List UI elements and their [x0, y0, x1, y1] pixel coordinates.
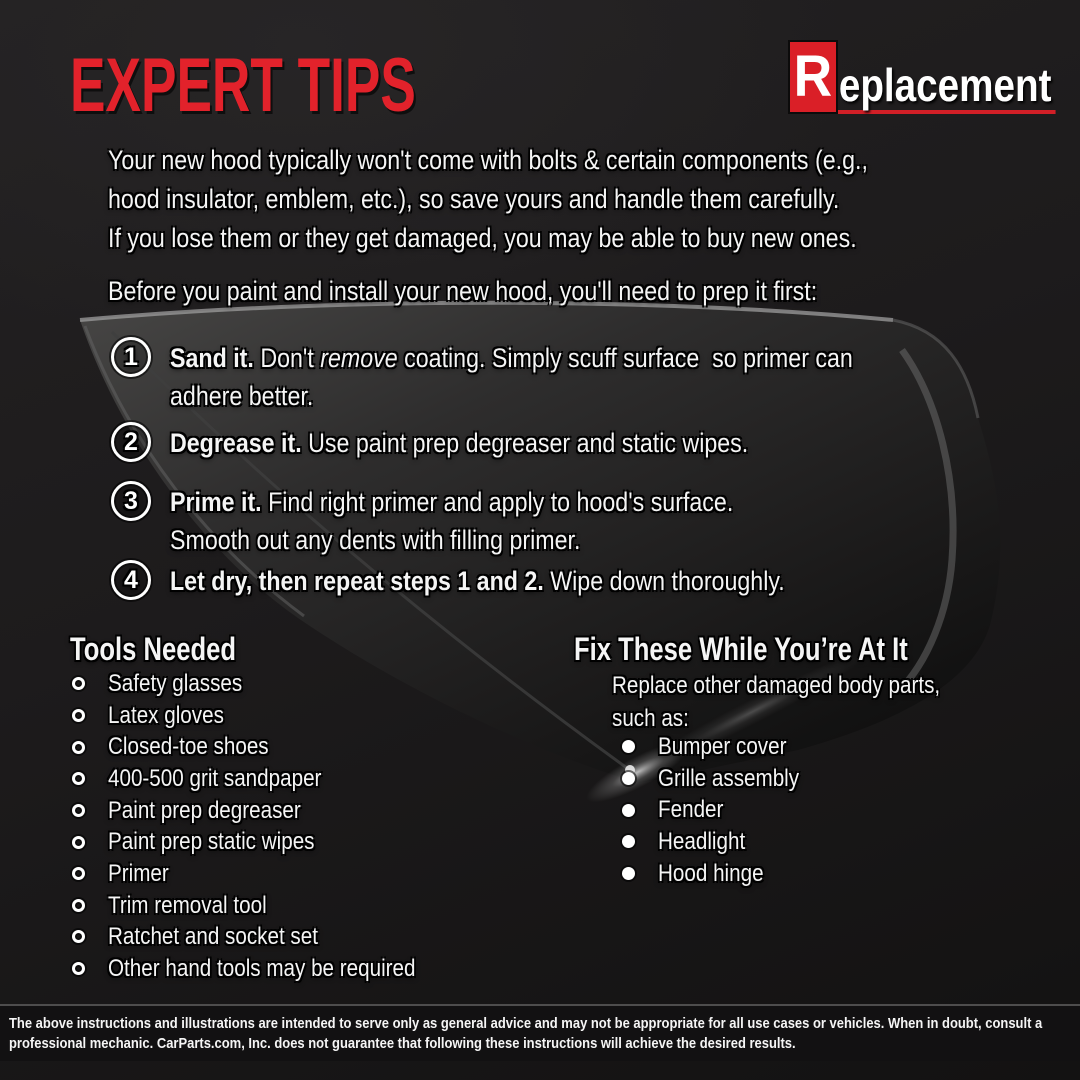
bullet-text-line: Your new hood typically won't come with bolts & certain components (e.g.,	[108, 145, 868, 175]
bullet-text-line: hood insulator, emblem, etc.), so save yours and handle them carefully.	[108, 184, 840, 214]
tool-item: Ratchet and socket set	[70, 921, 466, 953]
step-text: Prime it. Find right primer and apply to hood's surface. Smooth out any dents with filling primer.	[170, 487, 734, 555]
intro-bullet-2	[108, 272, 933, 311]
dot-bullet-icon	[622, 740, 635, 753]
tools-list	[70, 668, 466, 984]
tool-item: Trim removal tool	[70, 889, 466, 921]
tool-item: Closed-toe shoes	[70, 731, 466, 763]
dot-bullet-icon	[622, 867, 635, 880]
step-text: Sand it. Don't remove coating. Simply scuff surface so primer can adhere better.	[170, 343, 853, 411]
brand-wordmark: eplacement	[838, 62, 1056, 114]
dot-bullet-icon	[622, 772, 635, 785]
bullet-text-line: If you lose them or they get damaged, you may be able to buy new ones.	[108, 223, 857, 253]
tool-item: Latex gloves	[70, 700, 466, 732]
fix-sub-item: Bumper cover	[620, 731, 822, 763]
intro-bullet-1	[108, 141, 992, 258]
dot-bullet-icon	[622, 804, 635, 817]
tool-item: 400-500 grit sandpaper	[70, 763, 466, 795]
fix-sub-list	[620, 731, 822, 889]
brand-r-box	[788, 40, 838, 114]
page-title: EXPERT TIPS	[70, 43, 416, 128]
circle-bullet-icon	[72, 741, 85, 754]
disclaimer-text-line: The above instructions and illustrations are intended to serve only as general advice and may not be appropriate for all use cases or vehicles. When in doubt, consult a	[9, 1015, 1043, 1032]
circle-bullet-icon	[72, 867, 85, 880]
bullet-text-line: Before you paint and install your new hood, you'll need to prep it first:	[108, 276, 818, 306]
tools-heading: Tools Needed	[70, 631, 236, 667]
circle-bullet-icon	[72, 677, 85, 690]
circle-bullet-icon	[72, 899, 85, 912]
step-number-badge: 4	[111, 560, 151, 600]
step-number-badge: 3	[111, 481, 151, 521]
dot-bullet-icon	[622, 835, 635, 848]
disclaimer-text-line: professional mechanic. CarParts.com, Inc. does not guarantee that following these instructions will achieve the desired results.	[9, 1035, 796, 1052]
disclaimer-bar	[0, 1004, 1080, 1061]
fix-heading: Fix These While You’re At It	[574, 631, 908, 667]
fix-sub-item: Hood hinge	[620, 858, 822, 890]
circle-bullet-icon	[72, 709, 85, 722]
circle-bullet-icon	[72, 804, 85, 817]
tool-item: Paint prep static wipes	[70, 826, 466, 858]
circle-bullet-icon	[72, 772, 85, 785]
circle-bullet-icon	[72, 962, 85, 975]
circle-bullet-icon	[72, 836, 85, 849]
tool-item: Other hand tools may be required	[70, 953, 466, 985]
tool-item: Primer	[70, 858, 466, 890]
fix-sub-item: Headlight	[620, 826, 822, 858]
step-number-badge: 1	[111, 337, 151, 377]
fix-bullet: Replace other damaged body parts, such as:	[612, 672, 941, 732]
step-text: Degrease it. Use paint prep degreaser and static wipes.	[170, 428, 749, 458]
fix-sub-item: Grille assembly	[620, 763, 822, 795]
fix-sub-item: Fender	[620, 794, 822, 826]
brand-r-letter: R	[793, 44, 833, 109]
tool-item: Paint prep degreaser	[70, 795, 466, 827]
circle-bullet-icon	[72, 930, 85, 943]
tool-item: Safety glasses	[70, 668, 466, 700]
step-number-badge: 2	[111, 422, 151, 462]
step-text: Let dry, then repeat steps 1 and 2. Wipe down thoroughly.	[170, 566, 785, 596]
brand-logo	[788, 40, 1080, 114]
